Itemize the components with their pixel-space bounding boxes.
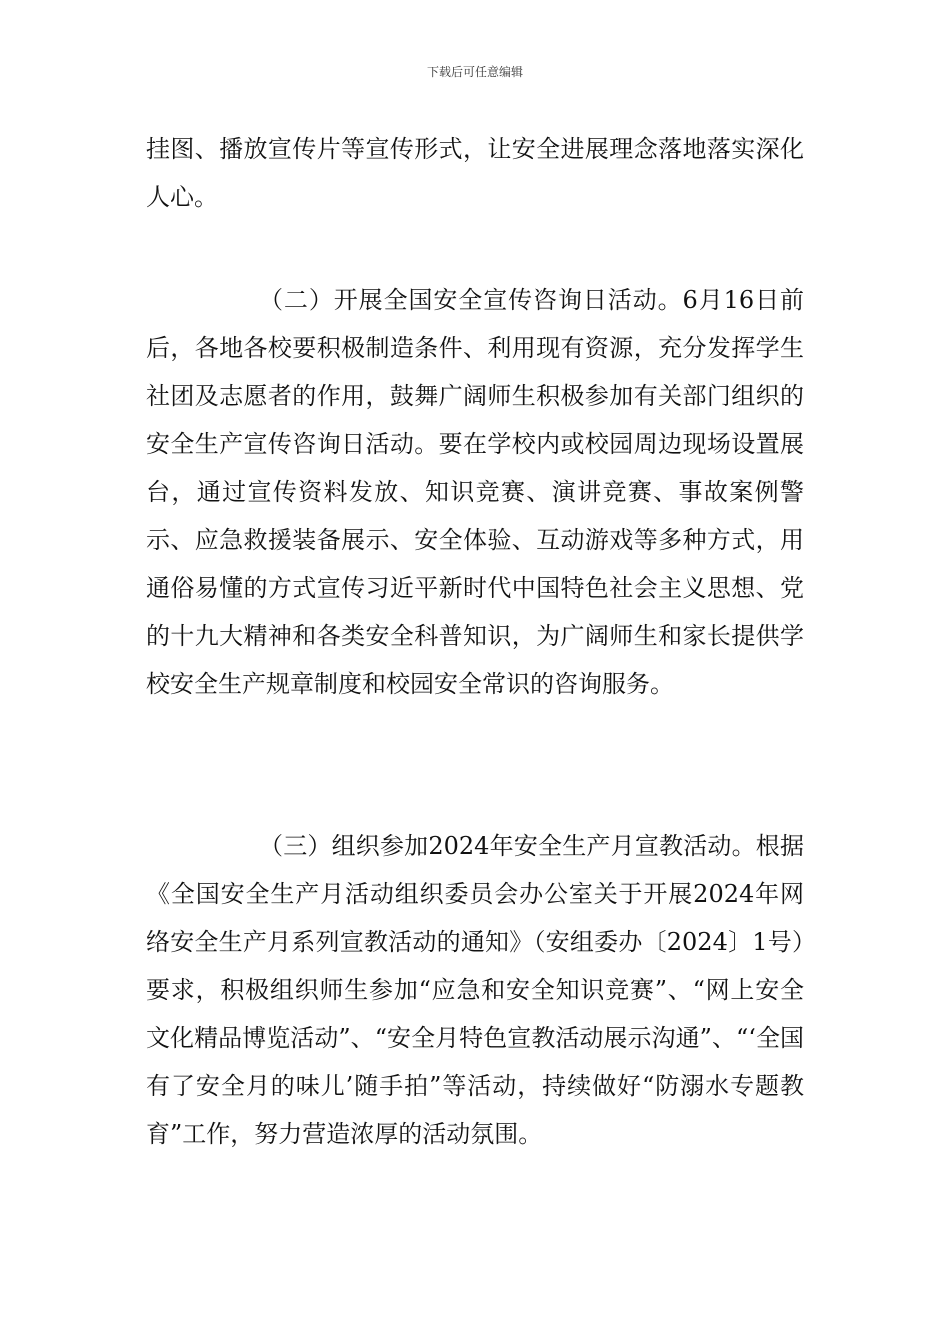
page-header-note: 下载后可任意编辑 bbox=[426, 65, 523, 79]
paragraph-section-3: （三）组织参加2024年安全生产月宣教活动。根据《全国安全生产月活动组织委员会办公室关于开展2024年网络安全生产月系列宣教活动的通知》（安组委办〔2024〕1号）要求，积极组织师生参加“应急和安全知识竞赛”、“网上安全文化精品博览活动”、“安全月特色宣教活动展示沟通”、“‘全国有了安全月的味儿’随手拍”等活动，持续做好“防溺水专题教育”工作，努力营造浓厚的活动氛围。 bbox=[146, 832, 804, 1148]
paragraph-continuation: 挂图、播放宣传片等宣传形式，让安全进展理念落地落实深化人心。 bbox=[146, 135, 804, 211]
paragraph-section-2: （二）开展全国安全宣传咨询日活动。6月16日前后，各地各校要积极制造条件、利用现有资源，充分发挥学生社团及志愿者的作用，鼓舞广阔师生积极参加有关部门组织的安全生产宣传咨询日活动。要在学校内或校园周边现场设置展台，通过宣传资料发放、知识竞赛、演讲竞赛、事故案例警示、应急救援装备展示、安全体验、互动游戏等多种方式，用通俗易懂的方式宣传习近平新时代中国特色社会主义思想、党的十九大精神和各类安全科普知识，为广阔师生和家长提供学校安全生产规章制度和校园安全常识的咨询服务。 bbox=[146, 286, 804, 698]
